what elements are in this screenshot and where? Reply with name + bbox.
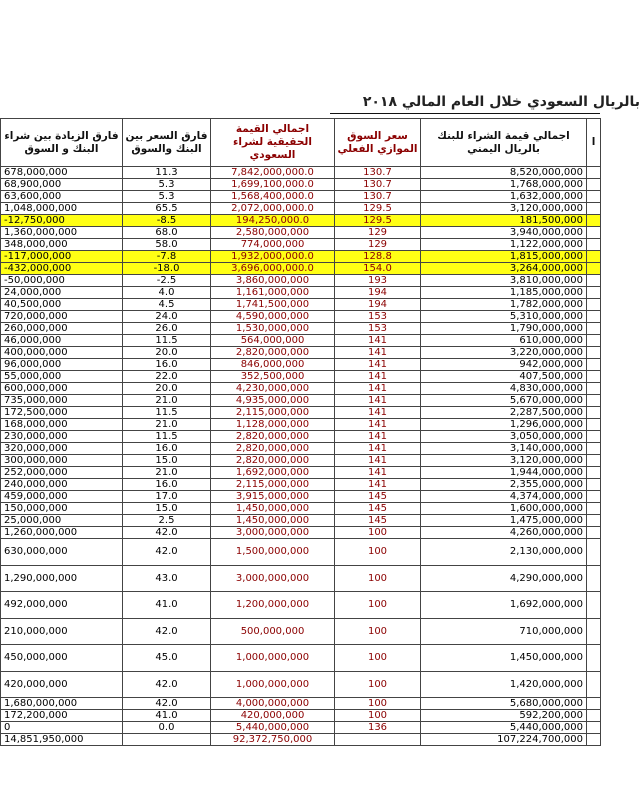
increase-difference-cell: 1,048,000,000 (1, 203, 123, 215)
table-row (1, 215, 601, 227)
table-row (1, 592, 601, 619)
cut-column-cell (587, 215, 601, 227)
bank-purchase-cell: 3,220,000,000 (421, 347, 587, 359)
price-difference-cell: 17.0 (123, 491, 211, 503)
price-difference-cell: 45.0 (123, 645, 211, 672)
bank-purchase-cell: 3,140,000,000 (421, 443, 587, 455)
increase-difference-cell: -432,000,000 (1, 263, 123, 275)
table-row (1, 431, 601, 443)
price-difference-cell: 16.0 (123, 479, 211, 491)
price-difference-cell: 4.5 (123, 299, 211, 311)
header-real-value: اجمالي القيمة الحقيقية لشراء السعودي (211, 119, 335, 167)
market-rate-cell: 100 (335, 645, 421, 672)
cut-column-cell (587, 263, 601, 275)
price-difference-cell: 16.0 (123, 359, 211, 371)
market-rate-cell: 141 (335, 359, 421, 371)
market-rate-cell: 193 (335, 275, 421, 287)
bank-purchase-cell: 942,000,000 (421, 359, 587, 371)
real-value-cell: 846,000,000 (211, 359, 335, 371)
market-rate-cell: 129.5 (335, 215, 421, 227)
real-value-cell: 1,000,000,000 (211, 671, 335, 698)
increase-difference-cell: 96,000,000 (1, 359, 123, 371)
increase-difference-cell: 630,000,000 (1, 539, 123, 566)
cut-column-cell (587, 179, 601, 191)
bank-purchase-cell: 4,374,000,000 (421, 491, 587, 503)
bank-purchase-cell: 1,815,000,000 (421, 251, 587, 263)
price-difference-cell: 42.0 (123, 671, 211, 698)
market-rate-cell: 153 (335, 311, 421, 323)
price-difference-cell: 68.0 (123, 227, 211, 239)
real-value-cell: 2,115,000,000 (211, 479, 335, 491)
increase-difference-cell: 600,000,000 (1, 383, 123, 395)
increase-difference-cell: 24,000,000 (1, 287, 123, 299)
market-rate-cell: 100 (335, 527, 421, 539)
real-value-cell: 1,161,000,000 (211, 287, 335, 299)
real-value-cell: 3,915,000,000 (211, 491, 335, 503)
price-difference-cell: 11.3 (123, 167, 211, 179)
increase-difference-cell: 46,000,000 (1, 335, 123, 347)
table-row (1, 383, 601, 395)
cut-column-cell (587, 527, 601, 539)
price-difference-cell: 16.0 (123, 443, 211, 455)
real-value-cell: 2,115,000,000 (211, 407, 335, 419)
increase-difference-cell: 172,200,000 (1, 710, 123, 722)
market-rate-cell: 100 (335, 698, 421, 710)
price-difference-cell: 65.5 (123, 203, 211, 215)
table-row (1, 203, 601, 215)
increase-difference-cell: 459,000,000 (1, 491, 123, 503)
increase-difference-cell: 720,000,000 (1, 311, 123, 323)
bank-purchase-cell: 407,500,000 (421, 371, 587, 383)
price-difference-cell: 11.5 (123, 407, 211, 419)
table-row (1, 491, 601, 503)
cut-column-cell (587, 383, 601, 395)
market-rate-cell: 141 (335, 419, 421, 431)
market-rate-cell: 141 (335, 407, 421, 419)
price-difference-cell: 5.3 (123, 191, 211, 203)
cut-column-cell (587, 311, 601, 323)
table-row (1, 191, 601, 203)
market-rate-cell: 141 (335, 347, 421, 359)
cut-column-cell (587, 539, 601, 566)
real-value-cell: 2,820,000,000 (211, 455, 335, 467)
real-value-cell: 4,590,000,000 (211, 311, 335, 323)
real-value-cell: 4,000,000,000 (211, 698, 335, 710)
table-row (1, 539, 601, 566)
price-difference-cell: 15.0 (123, 503, 211, 515)
market-rate-cell: 154.0 (335, 263, 421, 275)
price-difference-cell: 43.0 (123, 565, 211, 592)
price-difference-cell: -18.0 (123, 263, 211, 275)
table-row (1, 227, 601, 239)
market-rate-cell: 100 (335, 592, 421, 619)
price-difference-cell: 58.0 (123, 239, 211, 251)
price-difference-cell: -8.5 (123, 215, 211, 227)
table-row (1, 618, 601, 645)
header-price-difference: فارق السعر بين البنك والسوق (123, 119, 211, 167)
market-rate-cell: 141 (335, 479, 421, 491)
cut-column-cell (587, 479, 601, 491)
table-row (1, 395, 601, 407)
price-difference-cell: 21.0 (123, 395, 211, 407)
cut-column-cell (587, 251, 601, 263)
bank-purchase-cell: 3,940,000,000 (421, 227, 587, 239)
cut-column-cell (587, 371, 601, 383)
cut-column-cell (587, 359, 601, 371)
market-rate-cell: 128.8 (335, 251, 421, 263)
bank-purchase-cell: 1,296,000,000 (421, 419, 587, 431)
header-bank-purchase-total: اجمالي قيمة الشراء للبنك بالريال اليمني (421, 119, 587, 167)
table-row (1, 371, 601, 383)
real-value-cell: 1,500,000,000 (211, 539, 335, 566)
price-difference-cell: 0.0 (123, 722, 211, 734)
increase-difference-cell: 150,000,000 (1, 503, 123, 515)
increase-difference-cell: 14,851,950,000 (1, 734, 123, 746)
table-row (1, 251, 601, 263)
bank-purchase-cell: 2,287,500,000 (421, 407, 587, 419)
real-value-cell: 3,696,000,000.0 (211, 263, 335, 275)
increase-difference-cell: 25,000,000 (1, 515, 123, 527)
bank-purchase-cell: 610,000,000 (421, 335, 587, 347)
real-value-cell: 7,842,000,000.0 (211, 167, 335, 179)
table-row (1, 407, 601, 419)
real-value-cell: 3,000,000,000 (211, 565, 335, 592)
exchange-table (0, 118, 601, 746)
increase-difference-cell: 252,000,000 (1, 467, 123, 479)
real-value-cell: 774,000,000 (211, 239, 335, 251)
increase-difference-cell: 68,900,000 (1, 179, 123, 191)
market-rate-cell: 100 (335, 539, 421, 566)
increase-difference-cell: 420,000,000 (1, 671, 123, 698)
cut-column-cell (587, 565, 601, 592)
bank-purchase-cell: 5,310,000,000 (421, 311, 587, 323)
table-row (1, 359, 601, 371)
bank-purchase-cell: 1,185,000,000 (421, 287, 587, 299)
real-value-cell: 194,250,000.0 (211, 215, 335, 227)
bank-purchase-cell: 181,500,000 (421, 215, 587, 227)
real-value-cell: 500,000,000 (211, 618, 335, 645)
price-difference-cell: 21.0 (123, 419, 211, 431)
real-value-cell: 1,568,400,000.0 (211, 191, 335, 203)
table-row (1, 479, 601, 491)
increase-difference-cell: 168,000,000 (1, 419, 123, 431)
bank-purchase-cell: 1,782,000,000 (421, 299, 587, 311)
header-increase-difference: فارق الزيادة بين شراء البنك و السوق (1, 119, 123, 167)
cut-column-cell (587, 618, 601, 645)
market-rate-cell: 141 (335, 455, 421, 467)
bank-purchase-cell: 1,768,000,000 (421, 179, 587, 191)
price-difference-cell: 24.0 (123, 311, 211, 323)
table-row (1, 347, 601, 359)
real-value-cell: 2,820,000,000 (211, 431, 335, 443)
table-row (1, 710, 601, 722)
bank-purchase-cell: 1,450,000,000 (421, 645, 587, 672)
price-difference-cell: 11.5 (123, 335, 211, 347)
market-rate-cell: 130.7 (335, 179, 421, 191)
real-value-cell: 352,500,000 (211, 371, 335, 383)
real-value-cell: 1,699,100,000.0 (211, 179, 335, 191)
real-value-cell: 4,935,000,000 (211, 395, 335, 407)
real-value-cell: 1,200,000,000 (211, 592, 335, 619)
increase-difference-cell: 300,000,000 (1, 455, 123, 467)
market-rate-cell: 141 (335, 335, 421, 347)
cut-column-cell (587, 395, 601, 407)
market-rate-cell: 129 (335, 227, 421, 239)
bank-purchase-cell: 1,420,000,000 (421, 671, 587, 698)
table-row (1, 645, 601, 672)
cut-column-cell (587, 698, 601, 710)
table-row (1, 263, 601, 275)
cut-column-cell (587, 671, 601, 698)
real-value-cell: 5,440,000,000 (211, 722, 335, 734)
title-underline (330, 113, 600, 114)
real-value-cell: 1,450,000,000 (211, 503, 335, 515)
table-row (1, 503, 601, 515)
table-row (1, 323, 601, 335)
increase-difference-cell: 1,290,000,000 (1, 565, 123, 592)
price-difference-cell: 20.0 (123, 347, 211, 359)
real-value-cell: 92,372,750,000 (211, 734, 335, 746)
real-value-cell: 1,692,000,000 (211, 467, 335, 479)
table-row (1, 239, 601, 251)
price-difference-cell: 42.0 (123, 618, 211, 645)
real-value-cell: 2,820,000,000 (211, 443, 335, 455)
header-row (1, 119, 601, 167)
price-difference-cell: 4.0 (123, 287, 211, 299)
cut-column-cell (587, 734, 601, 746)
bank-purchase-cell: 8,520,000,000 (421, 167, 587, 179)
price-difference-cell: -2.5 (123, 275, 211, 287)
price-difference-cell: 41.0 (123, 710, 211, 722)
bank-purchase-cell: 3,264,000,000 (421, 263, 587, 275)
real-value-cell: 1,128,000,000 (211, 419, 335, 431)
table-row (1, 443, 601, 455)
bank-purchase-cell: 1,600,000,000 (421, 503, 587, 515)
real-value-cell: 2,072,000,000.0 (211, 203, 335, 215)
increase-difference-cell: -117,000,000 (1, 251, 123, 263)
cut-column-cell (587, 203, 601, 215)
cut-column-cell (587, 503, 601, 515)
table-row (1, 565, 601, 592)
increase-difference-cell: 172,500,000 (1, 407, 123, 419)
increase-difference-cell: 320,000,000 (1, 443, 123, 455)
real-value-cell: 1,530,000,000 (211, 323, 335, 335)
cut-column-cell (587, 323, 601, 335)
increase-difference-cell: 40,500,000 (1, 299, 123, 311)
real-value-cell: 1,000,000,000 (211, 645, 335, 672)
table-row (1, 455, 601, 467)
increase-difference-cell: 450,000,000 (1, 645, 123, 672)
increase-difference-cell: 1,360,000,000 (1, 227, 123, 239)
price-difference-cell: 26.0 (123, 323, 211, 335)
market-rate-cell: 141 (335, 467, 421, 479)
cut-column-cell (587, 275, 601, 287)
market-rate-cell: 129 (335, 239, 421, 251)
table-row (1, 527, 601, 539)
table-row (1, 275, 601, 287)
market-rate-cell: 129.5 (335, 203, 421, 215)
cut-column-cell (587, 167, 601, 179)
price-difference-cell: -7.8 (123, 251, 211, 263)
market-rate-cell: 141 (335, 443, 421, 455)
increase-difference-cell: 63,600,000 (1, 191, 123, 203)
bank-purchase-cell: 3,120,000,000 (421, 455, 587, 467)
bank-purchase-cell: 1,692,000,000 (421, 592, 587, 619)
table-row (1, 419, 601, 431)
bank-purchase-cell: 4,830,000,000 (421, 383, 587, 395)
price-difference-cell: 42.0 (123, 527, 211, 539)
price-difference-cell: 15.0 (123, 455, 211, 467)
bank-purchase-cell: 5,440,000,000 (421, 722, 587, 734)
market-rate-cell: 194 (335, 299, 421, 311)
price-difference-cell: 21.0 (123, 467, 211, 479)
increase-difference-cell: 260,000,000 (1, 323, 123, 335)
price-difference-cell (123, 734, 211, 746)
market-rate-cell: 130.7 (335, 191, 421, 203)
page-title: بالريال السعودي خلال العام المالي ٢٠١٨ (362, 94, 640, 110)
price-difference-cell: 20.0 (123, 383, 211, 395)
increase-difference-cell: -50,000,000 (1, 275, 123, 287)
cut-column-cell (587, 239, 601, 251)
cut-column-cell (587, 455, 601, 467)
header-cut-column: ا (587, 119, 601, 167)
cut-column-cell (587, 227, 601, 239)
bank-purchase-cell: 1,790,000,000 (421, 323, 587, 335)
cut-column-cell (587, 299, 601, 311)
market-rate-cell: 136 (335, 722, 421, 734)
cut-column-cell (587, 431, 601, 443)
real-value-cell: 3,860,000,000 (211, 275, 335, 287)
increase-difference-cell: 735,000,000 (1, 395, 123, 407)
table-row (1, 287, 601, 299)
increase-difference-cell: 210,000,000 (1, 618, 123, 645)
price-difference-cell: 5.3 (123, 179, 211, 191)
increase-difference-cell: 348,000,000 (1, 239, 123, 251)
cut-column-cell (587, 347, 601, 359)
market-rate-cell: 141 (335, 371, 421, 383)
bank-purchase-cell: 3,050,000,000 (421, 431, 587, 443)
price-difference-cell: 22.0 (123, 371, 211, 383)
bank-purchase-cell: 5,680,000,000 (421, 698, 587, 710)
cut-column-cell (587, 491, 601, 503)
table-row (1, 698, 601, 710)
cut-column-cell (587, 407, 601, 419)
header-market-rate: سعر السوق الموازي الفعلي (335, 119, 421, 167)
bank-purchase-cell: 592,200,000 (421, 710, 587, 722)
increase-difference-cell: 492,000,000 (1, 592, 123, 619)
market-rate-cell: 141 (335, 383, 421, 395)
price-difference-cell: 41.0 (123, 592, 211, 619)
table-row (1, 179, 601, 191)
market-rate-cell: 130.7 (335, 167, 421, 179)
table-row (1, 335, 601, 347)
cut-column-cell (587, 443, 601, 455)
price-difference-cell: 42.0 (123, 539, 211, 566)
real-value-cell: 1,450,000,000 (211, 515, 335, 527)
real-value-cell: 4,230,000,000 (211, 383, 335, 395)
cut-column-cell (587, 722, 601, 734)
increase-difference-cell: 1,680,000,000 (1, 698, 123, 710)
increase-difference-cell: 0 (1, 722, 123, 734)
bank-purchase-cell: 107,224,700,000 (421, 734, 587, 746)
market-rate-cell: 100 (335, 671, 421, 698)
market-rate-cell: 100 (335, 710, 421, 722)
real-value-cell: 3,000,000,000 (211, 527, 335, 539)
market-rate-cell: 145 (335, 491, 421, 503)
cut-column-cell (587, 710, 601, 722)
bank-purchase-cell: 1,944,000,000 (421, 467, 587, 479)
price-difference-cell: 42.0 (123, 698, 211, 710)
cut-column-cell (587, 467, 601, 479)
cut-column-cell (587, 645, 601, 672)
real-value-cell: 564,000,000 (211, 335, 335, 347)
market-rate-cell: 141 (335, 395, 421, 407)
price-difference-cell: 2.5 (123, 515, 211, 527)
bank-purchase-cell: 4,290,000,000 (421, 565, 587, 592)
market-rate-cell (335, 734, 421, 746)
table-row (1, 515, 601, 527)
real-value-cell: 2,580,000,000 (211, 227, 335, 239)
market-rate-cell: 100 (335, 618, 421, 645)
increase-difference-cell: 230,000,000 (1, 431, 123, 443)
bank-purchase-cell: 3,120,000,000 (421, 203, 587, 215)
table-row (1, 299, 601, 311)
increase-difference-cell: 1,260,000,000 (1, 527, 123, 539)
table-row (1, 671, 601, 698)
market-rate-cell: 145 (335, 515, 421, 527)
bank-purchase-cell: 3,810,000,000 (421, 275, 587, 287)
bank-purchase-cell: 2,355,000,000 (421, 479, 587, 491)
cut-column-cell (587, 419, 601, 431)
increase-difference-cell: 55,000,000 (1, 371, 123, 383)
table-row (1, 311, 601, 323)
cut-column-cell (587, 515, 601, 527)
market-rate-cell: 141 (335, 431, 421, 443)
bank-purchase-cell: 1,122,000,000 (421, 239, 587, 251)
real-value-cell: 1,741,500,000 (211, 299, 335, 311)
market-rate-cell: 145 (335, 503, 421, 515)
table-row (1, 467, 601, 479)
table-row (1, 722, 601, 734)
increase-difference-cell: 240,000,000 (1, 479, 123, 491)
bank-purchase-cell: 710,000,000 (421, 618, 587, 645)
market-rate-cell: 153 (335, 323, 421, 335)
increase-difference-cell: 678,000,000 (1, 167, 123, 179)
bank-purchase-cell: 4,260,000,000 (421, 527, 587, 539)
market-rate-cell: 100 (335, 565, 421, 592)
real-value-cell: 420,000,000 (211, 710, 335, 722)
increase-difference-cell: -12,750,000 (1, 215, 123, 227)
cut-column-cell (587, 592, 601, 619)
real-value-cell: 2,820,000,000 (211, 347, 335, 359)
price-difference-cell: 11.5 (123, 431, 211, 443)
table-row (1, 167, 601, 179)
bank-purchase-cell: 1,632,000,000 (421, 191, 587, 203)
cut-column-cell (587, 191, 601, 203)
market-rate-cell: 194 (335, 287, 421, 299)
bank-purchase-cell: 2,130,000,000 (421, 539, 587, 566)
cut-column-cell (587, 287, 601, 299)
increase-difference-cell: 400,000,000 (1, 347, 123, 359)
bank-purchase-cell: 1,475,000,000 (421, 515, 587, 527)
bank-purchase-cell: 5,670,000,000 (421, 395, 587, 407)
cut-column-cell (587, 335, 601, 347)
table-body (1, 167, 601, 746)
real-value-cell: 1,932,000,000.0 (211, 251, 335, 263)
table-row (1, 734, 601, 746)
